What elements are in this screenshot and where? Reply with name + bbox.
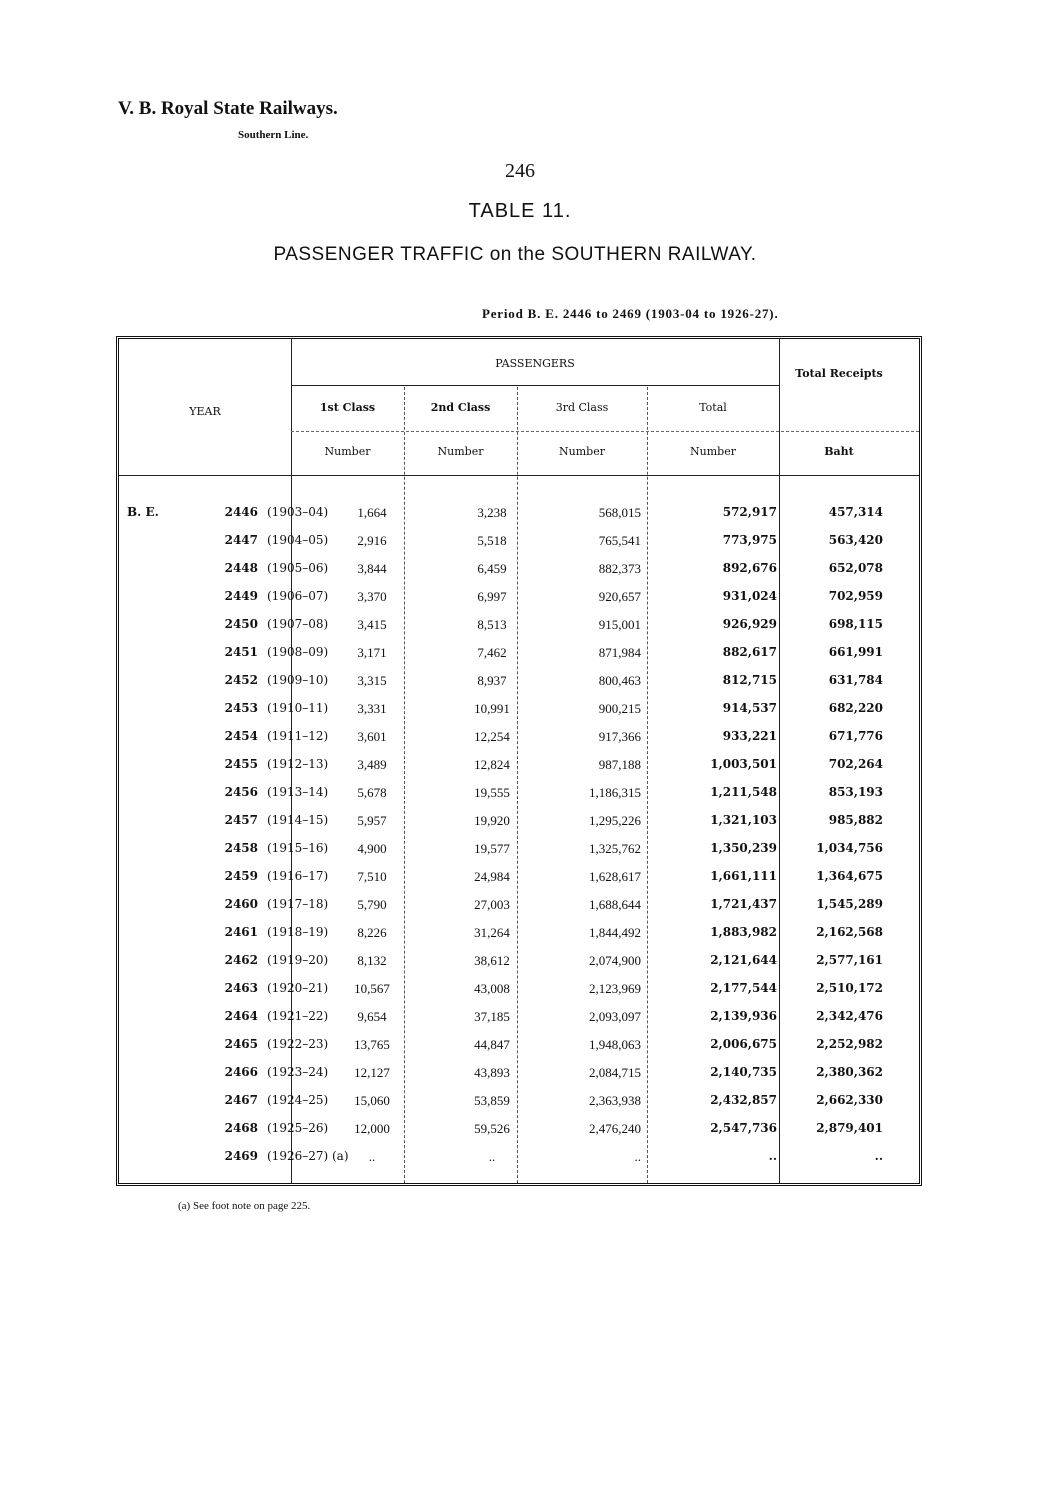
third-class-count: 900,215 xyxy=(598,701,641,716)
third-class-count: 2,093,097 xyxy=(589,1009,641,1024)
year-range: (1903–04) xyxy=(267,505,329,519)
third-class-count: 2,363,938 xyxy=(589,1093,641,1108)
year-be: 2456 xyxy=(224,785,258,799)
first-class-count: 1,664 xyxy=(357,505,387,520)
total-count: 914,537 xyxy=(722,701,777,715)
year-be: 2467 xyxy=(224,1093,258,1107)
total-count: 1,721,437 xyxy=(710,897,777,911)
third-class-count: .. xyxy=(634,1149,641,1164)
year-be: 2454 xyxy=(224,729,258,743)
table-row xyxy=(119,701,919,729)
second-class-count: 27,003 xyxy=(474,897,510,912)
total-receipts: .. xyxy=(874,1149,883,1163)
second-class-count: 19,920 xyxy=(474,813,510,828)
total-receipts: 2,162,568 xyxy=(816,925,883,939)
total-receipts: 2,879,401 xyxy=(816,1121,883,1135)
total-count: 933,221 xyxy=(722,729,777,743)
total-count: 572,917 xyxy=(722,505,777,519)
first-class-count: 5,678 xyxy=(357,785,387,800)
table-row xyxy=(119,533,919,561)
table-row xyxy=(119,785,919,813)
receipts-unit: Baht xyxy=(824,445,854,458)
third-class-count: 920,657 xyxy=(598,589,641,604)
year-be: 2447 xyxy=(224,533,258,547)
total-count: 1,003,501 xyxy=(710,757,777,771)
second-class-count: 24,984 xyxy=(474,869,510,884)
year-range: (1918–19) xyxy=(267,925,329,939)
total-receipts: 698,115 xyxy=(828,617,883,631)
year-be: 2453 xyxy=(224,701,258,715)
total-count: 926,929 xyxy=(722,617,777,631)
first-class-count: 3,171 xyxy=(357,645,387,660)
year-range: (1913–14) xyxy=(267,785,329,799)
footnote: (a) See foot note on page 225. xyxy=(178,1200,311,1212)
third-class-count: 800,463 xyxy=(598,673,641,688)
total-count: 931,024 xyxy=(722,589,777,603)
total-receipts: 2,662,330 xyxy=(816,1093,883,1107)
year-range: (1919–20) xyxy=(267,953,329,967)
year-be: 2446 xyxy=(224,505,258,519)
total-count: 2,177,544 xyxy=(710,981,777,995)
year-range: (1925–26) xyxy=(267,1121,329,1135)
total-receipts: 853,193 xyxy=(828,785,883,799)
total-receipts: 2,577,161 xyxy=(816,953,883,967)
total-receipts: 2,380,362 xyxy=(816,1065,883,1079)
year-be: 2468 xyxy=(224,1121,258,1135)
passengers-underline xyxy=(291,385,779,386)
second-class-count: 43,008 xyxy=(474,981,510,996)
second-unit: Number xyxy=(437,445,484,458)
table-row xyxy=(119,925,919,953)
first-class-count: 13,765 xyxy=(354,1037,390,1052)
line-subheading: Southern Line. xyxy=(238,129,309,141)
first-class-count: 4,900 xyxy=(357,841,387,856)
year-range: (1920–21) xyxy=(267,981,329,995)
second-class-count: 44,847 xyxy=(474,1037,510,1052)
first-class-count: 2,916 xyxy=(357,533,387,548)
third-class-count: 765,541 xyxy=(598,533,641,548)
year-be: 2449 xyxy=(224,589,258,603)
railway-heading: V. B. Royal State Railways. xyxy=(118,98,338,119)
first-class-count: 8,132 xyxy=(357,953,387,968)
table-row xyxy=(119,897,919,925)
second-class-count: 3,238 xyxy=(477,505,507,520)
first-class-count: 8,226 xyxy=(357,925,387,940)
third-class-count: 2,084,715 xyxy=(589,1065,641,1080)
first-class-count: 3,844 xyxy=(357,561,387,576)
year-be: 2462 xyxy=(224,953,258,967)
total-receipts: 671,776 xyxy=(828,729,883,743)
third-class-count: 1,186,315 xyxy=(589,785,641,800)
first-class-count: 10,567 xyxy=(354,981,390,996)
year-range: (1912–13) xyxy=(267,757,329,771)
total-count: 2,140,735 xyxy=(710,1065,777,1079)
second-class-count: 53,859 xyxy=(474,1093,510,1108)
page-number: 246 xyxy=(505,160,535,182)
third-class-header: 3rd Class xyxy=(555,401,609,414)
table-row xyxy=(119,1065,919,1093)
page-title: PASSENGER TRAFFIC on the SOUTHERN RAILWAY. xyxy=(273,244,757,265)
table-row xyxy=(119,841,919,869)
year-range: (1922–23) xyxy=(267,1037,329,1051)
passengers-header: PASSENGERS xyxy=(495,357,575,370)
second-class-count: 19,577 xyxy=(474,841,510,856)
year-be: 2464 xyxy=(224,1009,258,1023)
receipts-header: Total Receipts xyxy=(795,367,883,380)
third-class-count: 882,373 xyxy=(598,561,641,576)
second-class-count: 31,264 xyxy=(474,925,510,940)
first-class-count: 5,790 xyxy=(357,897,387,912)
table-row xyxy=(119,589,919,617)
table-row xyxy=(119,561,919,589)
year-be: 2459 xyxy=(224,869,258,883)
first-class-count: 3,315 xyxy=(357,673,387,688)
second-class-count: 6,997 xyxy=(477,589,507,604)
table-row xyxy=(119,869,919,897)
second-class-count: 8,937 xyxy=(477,673,507,688)
third-class-count: 987,188 xyxy=(598,757,641,772)
total-receipts: 563,420 xyxy=(828,533,883,547)
total-count: 2,121,644 xyxy=(710,953,777,967)
first-class-count: 5,957 xyxy=(357,813,387,828)
total-receipts: 1,034,756 xyxy=(816,841,883,855)
total-receipts: 631,784 xyxy=(828,673,883,687)
total-count: 1,350,239 xyxy=(710,841,777,855)
year-range: (1916–17) xyxy=(267,869,329,883)
total-count: 2,006,675 xyxy=(710,1037,777,1051)
first-class-count: 3,489 xyxy=(357,757,387,772)
year-range: (1915–16) xyxy=(267,841,329,855)
year-be: 2466 xyxy=(224,1065,258,1079)
total-receipts: 1,545,289 xyxy=(816,897,883,911)
total-receipts: 702,264 xyxy=(828,757,883,771)
total-count: 1,661,111 xyxy=(710,869,777,883)
total-receipts: 661,991 xyxy=(828,645,883,659)
year-range: (1926–27) (a) xyxy=(267,1149,349,1163)
total-receipts: 652,078 xyxy=(828,561,883,575)
second-class-count: 12,824 xyxy=(474,757,510,772)
year-be: 2463 xyxy=(224,981,258,995)
third-class-count: 2,123,969 xyxy=(589,981,641,996)
total-count: 2,139,936 xyxy=(710,1009,777,1023)
first-class-count: 12,127 xyxy=(354,1065,390,1080)
second-class-count: 43,893 xyxy=(474,1065,510,1080)
second-class-count: 37,185 xyxy=(474,1009,510,1024)
table-row xyxy=(119,953,919,981)
year-be: 2450 xyxy=(224,617,258,631)
third-class-count: 1,688,644 xyxy=(589,897,641,912)
total-header: Total xyxy=(699,401,727,414)
total-receipts: 457,314 xyxy=(828,505,883,519)
second-class-count: 8,513 xyxy=(477,617,507,632)
year-range: (1923–24) xyxy=(267,1065,329,1079)
third-class-count: 1,948,063 xyxy=(589,1037,641,1052)
total-count: 892,676 xyxy=(722,561,777,575)
first-class-count: 15,060 xyxy=(354,1093,390,1108)
year-be: 2469 xyxy=(224,1149,258,1163)
third-class-count: 1,325,762 xyxy=(589,841,641,856)
table-row xyxy=(119,729,919,757)
total-receipts: 682,220 xyxy=(828,701,883,715)
table-row xyxy=(119,673,919,701)
second-class-header: 2nd Class xyxy=(430,401,491,414)
year-be: 2458 xyxy=(224,841,258,855)
third-unit: Number xyxy=(559,445,605,458)
total-count: 2,547,736 xyxy=(710,1121,777,1135)
first-class-count: 7,510 xyxy=(357,869,387,884)
table-row xyxy=(119,1009,919,1037)
total-receipts: 2,252,982 xyxy=(816,1037,883,1051)
table-row xyxy=(119,981,919,1009)
passenger-traffic-table xyxy=(116,336,922,1186)
year-range: (1910–11) xyxy=(267,701,329,715)
table-row xyxy=(119,505,919,533)
total-count: .. xyxy=(768,1149,777,1163)
year-header: YEAR xyxy=(189,405,221,418)
period-label: Period B. E. 2446 to 2469 (1903-04 to 1926-27). xyxy=(482,306,779,321)
year-be: 2460 xyxy=(224,897,258,911)
year-range: (1908–09) xyxy=(267,645,329,659)
year-be: 2452 xyxy=(224,673,258,687)
total-receipts: 702,959 xyxy=(828,589,883,603)
table-row xyxy=(119,1037,919,1065)
total-receipts: 985,882 xyxy=(828,813,883,827)
first-class-count: 9,654 xyxy=(357,1009,387,1024)
third-class-count: 871,984 xyxy=(598,645,641,660)
third-class-count: 1,844,492 xyxy=(589,925,641,940)
year-be: 2457 xyxy=(224,813,258,827)
header-bottom-line xyxy=(119,475,919,476)
year-prefix: B. E. xyxy=(127,505,159,519)
third-class-count: 1,628,617 xyxy=(589,869,641,884)
table-row xyxy=(119,757,919,785)
second-class-count: 6,459 xyxy=(477,561,507,576)
total-unit: Number xyxy=(690,445,736,458)
second-class-count: 19,555 xyxy=(474,785,510,800)
year-range: (1907–08) xyxy=(267,617,329,631)
year-be: 2455 xyxy=(224,757,258,771)
total-count: 812,715 xyxy=(722,673,777,687)
table-row xyxy=(119,1121,919,1149)
year-range: (1905–06) xyxy=(267,561,329,575)
total-count: 1,883,982 xyxy=(710,925,777,939)
second-class-count: 10,991 xyxy=(474,701,510,716)
total-count: 1,321,103 xyxy=(710,813,777,827)
table-row xyxy=(119,1149,919,1177)
year-range: (1921–22) xyxy=(267,1009,329,1023)
year-range: (1914–15) xyxy=(267,813,329,827)
third-class-count: 2,476,240 xyxy=(589,1121,641,1136)
first-class-count: 12,000 xyxy=(354,1121,390,1136)
total-count: 1,211,548 xyxy=(710,785,777,799)
table-row xyxy=(119,645,919,673)
first-class-count: 3,415 xyxy=(357,617,387,632)
year-range: (1917–18) xyxy=(267,897,329,911)
first-class-count: 3,370 xyxy=(357,589,387,604)
total-count: 882,617 xyxy=(722,645,777,659)
third-class-count: 2,074,900 xyxy=(589,953,641,968)
table-row xyxy=(119,813,919,841)
third-class-count: 915,001 xyxy=(598,617,641,632)
class-underline xyxy=(291,431,919,432)
year-be: 2448 xyxy=(224,561,258,575)
total-receipts: 2,342,476 xyxy=(816,1009,883,1023)
first-class-count: 3,601 xyxy=(357,729,387,744)
third-class-count: 1,295,226 xyxy=(589,813,641,828)
total-count: 2,432,857 xyxy=(710,1093,777,1107)
second-class-count: 38,612 xyxy=(474,953,510,968)
second-class-count: 12,254 xyxy=(474,729,510,744)
year-range: (1911–12) xyxy=(267,729,329,743)
second-class-count: 59,526 xyxy=(474,1121,510,1136)
first-unit: Number xyxy=(324,445,371,458)
total-receipts: 2,510,172 xyxy=(816,981,883,995)
second-class-count: 7,462 xyxy=(477,645,507,660)
first-class-header: 1st Class xyxy=(319,401,376,414)
third-class-count: 568,015 xyxy=(598,505,641,520)
year-range: (1909–10) xyxy=(267,673,329,687)
table-row xyxy=(119,1093,919,1121)
total-receipts: 1,364,675 xyxy=(816,869,883,883)
year-range: (1906–07) xyxy=(267,589,329,603)
first-class-count: .. xyxy=(368,1149,376,1164)
first-class-count: 3,331 xyxy=(357,701,387,716)
table-row xyxy=(119,617,919,645)
year-be: 2461 xyxy=(224,925,258,939)
second-class-count: 5,518 xyxy=(477,533,507,548)
year-range: (1904–05) xyxy=(267,533,329,547)
third-class-count: 917,366 xyxy=(598,729,641,744)
second-class-count: .. xyxy=(488,1149,496,1164)
table-label: TABLE 11. xyxy=(468,200,572,222)
year-be: 2451 xyxy=(224,645,258,659)
total-count: 773,975 xyxy=(722,533,777,547)
year-range: (1924–25) xyxy=(267,1093,329,1107)
year-be: 2465 xyxy=(224,1037,258,1051)
